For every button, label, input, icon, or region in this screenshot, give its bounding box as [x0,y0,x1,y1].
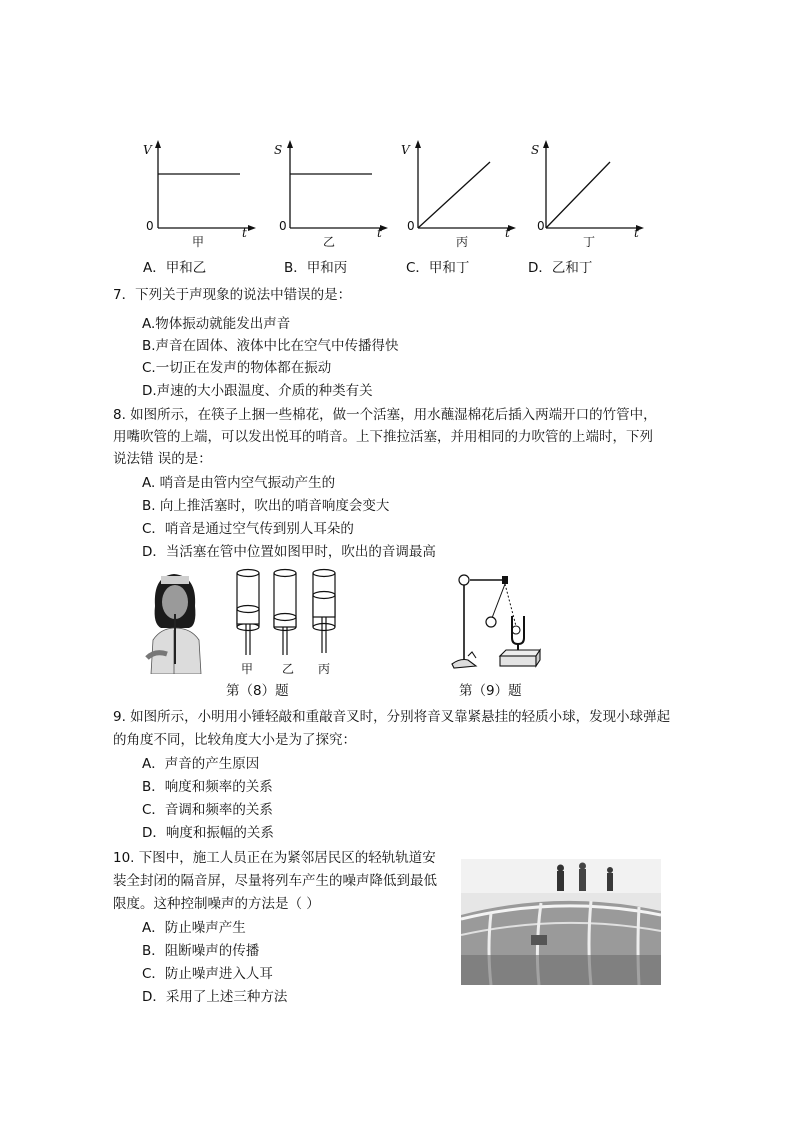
graph-jia-name: 甲 [192,235,205,249]
q8-stem-line-2: 用嘴吹管的上端，可以发出悦耳的哨音。上下推拉活塞，并用相同的力吹管的上端时，下列 [113,429,653,445]
q6-option-b: B．甲和丙 [284,260,348,276]
q7-option-b: B.声音在固体、液体中比在空气中传播得快 [142,338,399,354]
q9-option-b: B．响度和频率的关系 [142,779,273,795]
graph-jia-ylabel: V [143,143,152,157]
q10-stem-line-1: 10. 下图中，施工人员正在为紧邻居民区的轻轨轨道安 [113,850,436,866]
graph-bing-ylabel: V [401,143,410,157]
q8-option-d: D．当活塞在管中位置如图甲时，吹出的音调最高 [142,544,436,560]
graph-jia-origin: 0 [146,219,154,233]
q10-stem-line-3: 限度。这种控制噪声的方法是（ ） [113,896,320,912]
tube-label-jia: 甲 [241,662,254,676]
graph-bing-origin: 0 [407,219,415,233]
graph-ding-ylabel: S [531,143,540,157]
tuning-fork-diagram [450,572,542,672]
q9-option-a: A．声音的产生原因 [142,756,260,772]
q10-option-b: B．阻断噪声的传播 [142,943,260,959]
q7-option-a: A.物体振动就能发出声音 [142,316,291,332]
q8-option-b: B. 向上推活塞时，吹出的哨音响度会变大 [142,498,390,514]
q7-stem: 7．下列关于声现象的说法中错误的是： [113,287,352,303]
q7-option-d: D.声速的大小跟温度、介质的种类有关 [142,383,373,399]
q9-stem-line-1: 9. 如图所示，小明用小锤轻敲和重敲音叉时，分别将音叉靠紧悬挂的轻质小球，发现小球弹起 [113,709,671,725]
q9-option-c: C．音调和频率的关系 [142,802,273,818]
tube-label-bing: 丙 [318,662,331,676]
graph-yi-ylabel: S [274,143,283,157]
q10-option-d: D．采用了上述三种方法 [142,989,288,1005]
graph-ding-origin: 0 [537,219,545,233]
graph-yi-name: 乙 [323,235,336,249]
tubes-diagram [232,567,342,659]
sound-barrier-photo [461,859,661,985]
girl-blowing-tube-photo [141,566,207,674]
q8-stem-line-1: 8. 如图所示，在筷子上捆一些棉花，做一个活塞，用水蘸湿棉花后插入两端开口的竹管中， [113,407,657,423]
q10-option-c: C．防止噪声进入人耳 [142,966,273,982]
q8-option-a: A. 哨音是由管内空气振动产生的 [142,475,336,491]
graph-ding-xlabel: t [634,226,639,240]
q10-stem-line-2: 装全封闭的隔音屏，尽量将列车产生的噪声降低到最低 [113,873,437,889]
graph-ding-name: 丁 [583,235,596,249]
tube-label-yi: 乙 [282,662,295,676]
q9-option-d: D．响度和振幅的关系 [142,825,274,841]
q8-stem-line-3: 说法错 误的是： [113,451,212,467]
q6-option-d: D．乙和丁 [528,260,593,276]
q6-option-c: C．甲和丁 [406,260,470,276]
graph-jia-xlabel: t [242,226,247,240]
graph-bing-name: 丙 [456,235,469,249]
graph-yi-xlabel: t [377,226,382,240]
q8-option-c: C．哨音是通过空气传到别人耳朵的 [142,521,354,537]
q10-option-a: A．防止噪声产生 [142,920,246,936]
q9-stem-line-2: 的角度不同，比较角度大小是为了探究： [113,732,356,748]
q7-option-c: C.一切正在发声的物体都在振动 [142,360,332,376]
graph-yi-origin: 0 [279,219,287,233]
q9-figure-caption: 第（9）题 [459,683,522,699]
graph-bing-xlabel: t [505,226,510,240]
q8-figure-caption: 第（8）题 [226,683,289,699]
q6-option-a: A．甲和乙 [143,260,207,276]
